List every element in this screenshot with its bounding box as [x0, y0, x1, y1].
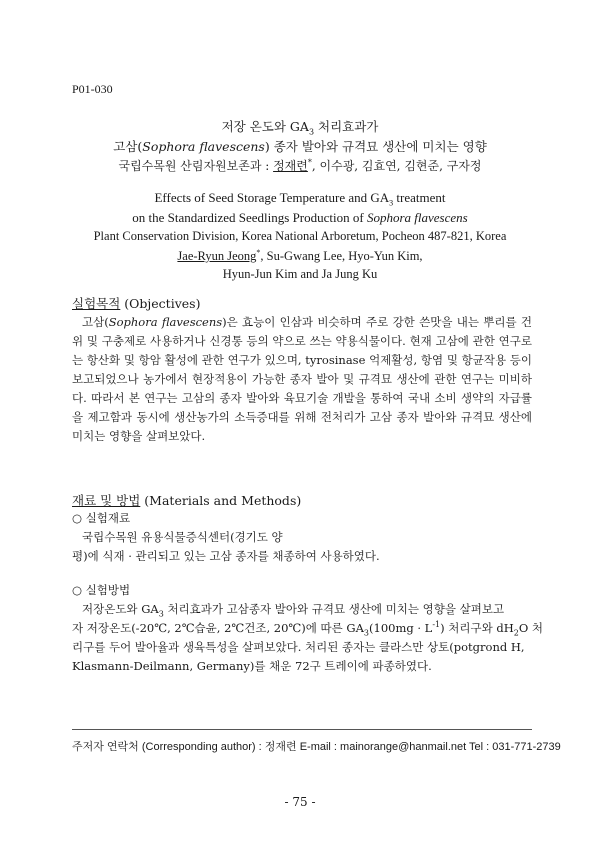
corresponding-author-footnote: 주저자 연락처 (Corresponding author) : 정재련 E-mail : mainorange@hanmail.net Tel : 031-771-2739	[72, 741, 561, 753]
method-subheading: ○ 실험방법	[72, 583, 131, 597]
authors-en-line2: Hyun-Jun Kim and Ja Jung Ku	[222, 267, 378, 281]
title-en-line1: Effects of Seed Storage Temperature and $GA_3$ treatment	[154, 190, 446, 208]
objectives-heading: 실험목적 (Objectives)	[72, 296, 201, 311]
method-line-3: 리구를 두어 발아율과 생육특성을 살펴보았다. 처리된 종자는 클라스만 상토(potgrond H,	[72, 640, 525, 654]
title-ko-line1: 저장 온도와 $GA_3$ 처리효과가	[221, 119, 379, 137]
title-ko-line2: 고삼(Sophora flavescens) 종자 발아와 규격묘 생산에 미치는 영향	[113, 139, 487, 154]
objectives-paragraph: 고삼(Sophora flavescens)은 효능이 인삼과 비슷하며 주로 강한 쓴맛을 내는 뿌리를 건위 및 구충제로 사용하거나 신경통 등의 약으로 쓰는 약용식물이다. 현재 고삼에 관한 연구로는 항산화 및 항암 활성에 관한 연구가 있으며, tyrosinase 억제활성, 항염 및 항균작용 등이 보고되었으나 농가에서 현장적용이 가능한 종자 발아 및 규격묘 생산에 관한 연구는 미비하다. 따라서 본 연구는 고삼의 종자 발아와 육묘기술 개발을 통하여 국내 소비 생약의 자급률을 제고함과 동시에 생산농가의 소득증대를 위해 전처리가 고삼 종자 발아와 규격묘 생산에 미치는 영향을 살펴보았다.	[72, 315, 532, 443]
affiliation-en: Plant Conservation Division, Korea National Arboretum, Pocheon 487-821, Korea	[93, 229, 507, 243]
footnote-divider	[72, 729, 532, 730]
methods-heading: 재료 및 방법 (Materials and Methods)	[72, 493, 302, 508]
authors-ko: 국립수목원 산림자원보존과 : 정재련*, 이수광, 김효연, 김현준, 구자정	[118, 158, 482, 173]
material-line-2: 평)에 식재 · 관리되고 있는 고삼 종자를 채종하여 사용하였다.	[72, 549, 380, 563]
method-line-4: Klasmann-Deilmann, Germany)를 채운 72구 트레이에 파종하였다.	[72, 659, 432, 673]
material-subheading: ○ 실험재료	[72, 511, 131, 525]
authors-en-line1: Jae-Ryun Jeong*, Su-Gwang Lee, Hyo-Yun Kim,	[177, 248, 423, 264]
paper-code: P01-030	[72, 82, 113, 96]
title-en-line2: on the Standardized Seedlings Production of Sophora flavescens	[132, 210, 468, 225]
method-line-1: 저장온도와 $GA_3$ 처리효과가 고삼종자 발아와 규격묘 생산에 미치는 영향을 살펴보고	[82, 602, 505, 619]
page-number: - 75 -	[284, 795, 316, 809]
material-line-1: 국립수목원 유용식물증식센터(경기도 양	[82, 530, 283, 544]
method-line-2: 자 저장온도(-20℃, 2℃습윤, 2℃건조, 20℃)에 따른 $GA_3(100mg \cdot L^{-1})$ 처리구와 $dH_2O$ 처	[72, 620, 544, 638]
